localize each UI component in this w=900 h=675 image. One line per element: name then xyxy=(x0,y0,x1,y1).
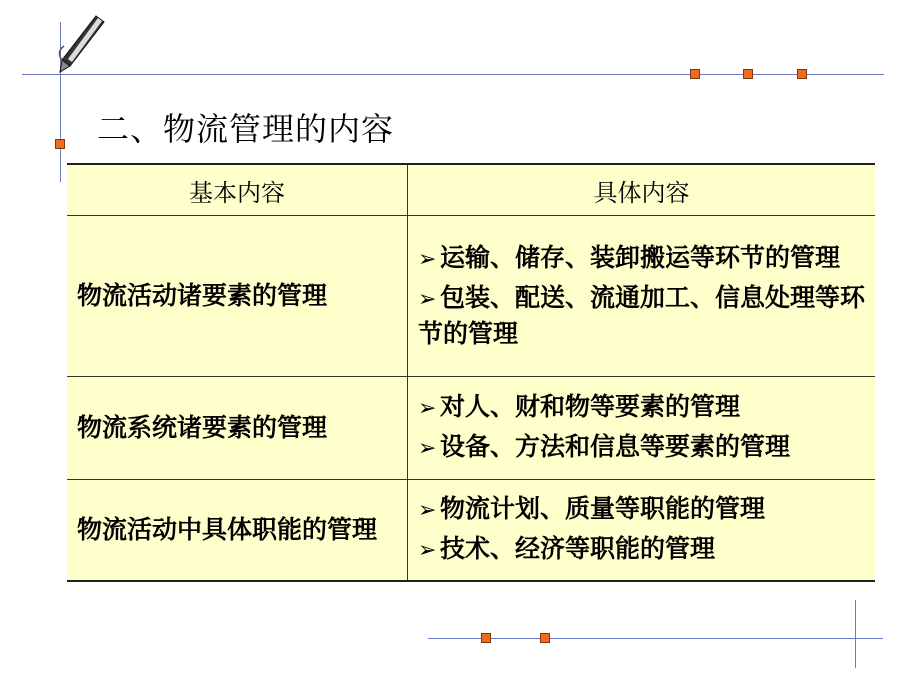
page-title: 二、物流管理的内容 xyxy=(97,110,395,148)
list-item-text: 技术、经济等职能的管理 xyxy=(440,534,716,563)
accent-square xyxy=(797,69,807,79)
table-header-row xyxy=(67,164,875,216)
content-table xyxy=(67,163,875,582)
bullet-arrow-icon: ➢ xyxy=(418,436,437,461)
bullet-arrow-icon: ➢ xyxy=(418,287,437,312)
bullet-arrow-icon: ➢ xyxy=(418,396,437,421)
detail-cell xyxy=(408,377,876,480)
table-row xyxy=(67,216,875,377)
bottom-rule xyxy=(428,638,883,639)
list-item-text: 包装、配送、流通加工、信息处理等环节的管理 xyxy=(418,283,866,348)
list-item xyxy=(418,281,869,351)
list-item xyxy=(418,492,869,528)
accent-square xyxy=(743,69,753,79)
bullet-arrow-icon: ➢ xyxy=(418,498,437,523)
list-item xyxy=(418,532,869,568)
table-row xyxy=(67,377,875,480)
list-item-text: 对人、财和物等要素的管理 xyxy=(440,392,741,421)
accent-square xyxy=(690,69,700,79)
bullet-arrow-icon: ➢ xyxy=(418,247,437,272)
list-item xyxy=(418,430,869,466)
accent-square xyxy=(55,139,65,149)
table-row xyxy=(67,480,875,582)
category-cell: 物流活动中具体职能的管理 xyxy=(67,480,408,582)
column-header: 基本内容 xyxy=(67,164,408,216)
list-item xyxy=(418,390,869,426)
top-rule xyxy=(22,74,884,75)
detail-cell xyxy=(408,480,876,582)
category-cell: 物流系统诸要素的管理 xyxy=(67,377,408,480)
accent-square xyxy=(481,633,491,643)
column-header: 具体内容 xyxy=(408,164,876,216)
pen-icon xyxy=(52,12,108,76)
list-item xyxy=(418,241,869,277)
list-item-text: 运输、储存、装卸搬运等环节的管理 xyxy=(440,243,841,272)
list-item-text: 物流计划、质量等职能的管理 xyxy=(440,494,766,523)
detail-cell xyxy=(408,216,876,377)
bullet-arrow-icon: ➢ xyxy=(418,538,437,563)
bottom-right-rule xyxy=(855,600,856,668)
accent-square xyxy=(540,633,550,643)
list-item-text: 设备、方法和信息等要素的管理 xyxy=(440,432,791,461)
category-cell: 物流活动诸要素的管理 xyxy=(67,216,408,377)
